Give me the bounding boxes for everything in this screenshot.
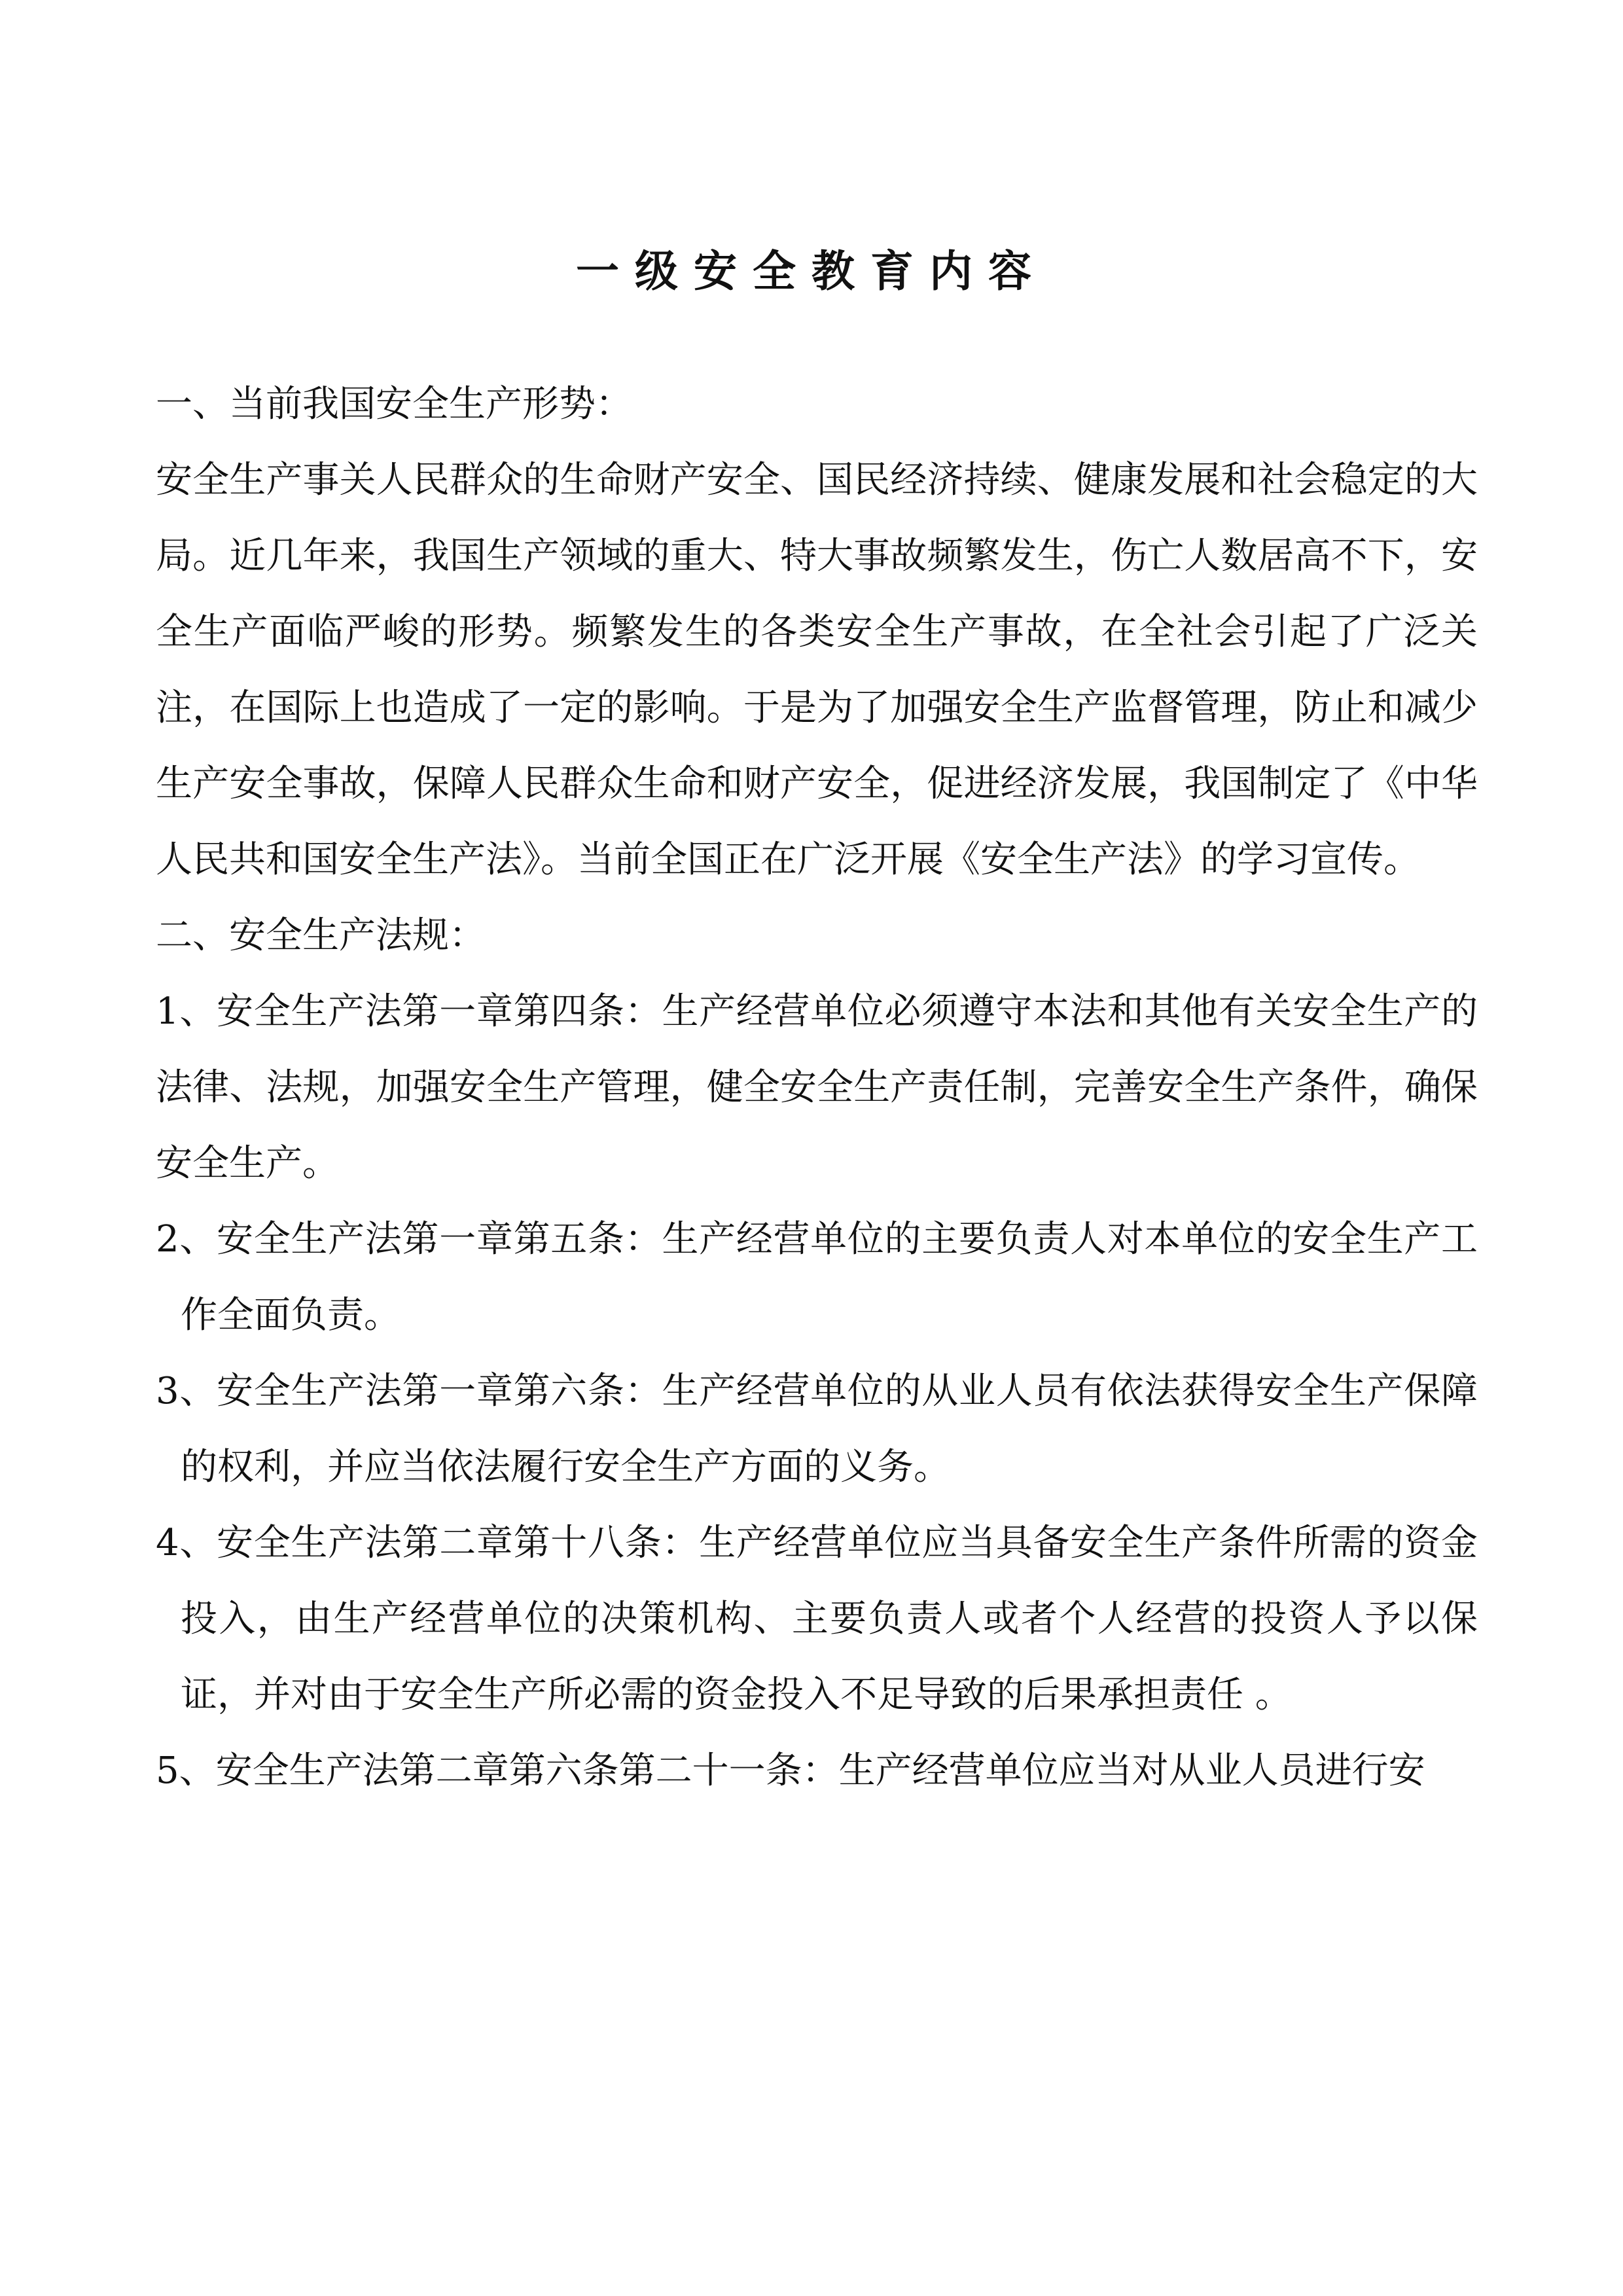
- section-1-heading: 一、当前我国安全生产形势：: [156, 383, 632, 425]
- document-title: 一级安全教育内容: [576, 246, 1047, 296]
- law-item-1: 1、安全生产法第一章第四条：生产经营单位必须遵守本法和其他有关安全生产的法律、法规，加强安全生产管理，健全安全生产责任制，完善安全生产条件，确保安全生产。: [156, 990, 1478, 1185]
- section-1-paragraph: 安全生产事关人民群众的生命财产安全、国民经济持续、健康发展和社会稳定的大局。近几年来，我国生产领域的重大、特大事故频繁发生，伤亡人数居高不下，安全生产面临严峻的形势。频繁发生的各类安全生产事故，在全社会引起了广泛关注，在国际上也造成了一定的影响。于是为了加强安全生产监督管理，防止和减少生产安全事故，保障人民群众生命和财产安全，促进经济发展，我国制定了《中华人民共和国安全生产法》。当前全国正在广泛开展《安全生产法》的学习宣传。: [156, 459, 1478, 881]
- law-item-4: 4、安全生产法第二章第十八条：生产经营单位应当具备安全生产条件所需的资金投入，由生产经营单位的决策机构、主要负责人或者个人经营的投资人予以保证，并对由于安全生产所必需的资金投入不足导致的后果承担责任 。: [156, 1522, 1478, 1716]
- law-item-5: 5、安全生产法第二章第六条第二十一条：生产经营单位应当对从业人员进行安: [156, 1749, 1425, 1792]
- law-item-2: 2、安全生产法第一章第五条：生产经营单位的主要负责人对本单位的安全生产工作全面负责。: [156, 1218, 1478, 1336]
- document-body: [156, 367, 1478, 1809]
- section-2-heading: 二、安全生产法规：: [156, 914, 486, 957]
- law-item-3: 3、安全生产法第一章第六条：生产经营单位的从业人员有依法获得安全生产保障的权利，并应当依法履行安全生产方面的义务。: [156, 1370, 1478, 1488]
